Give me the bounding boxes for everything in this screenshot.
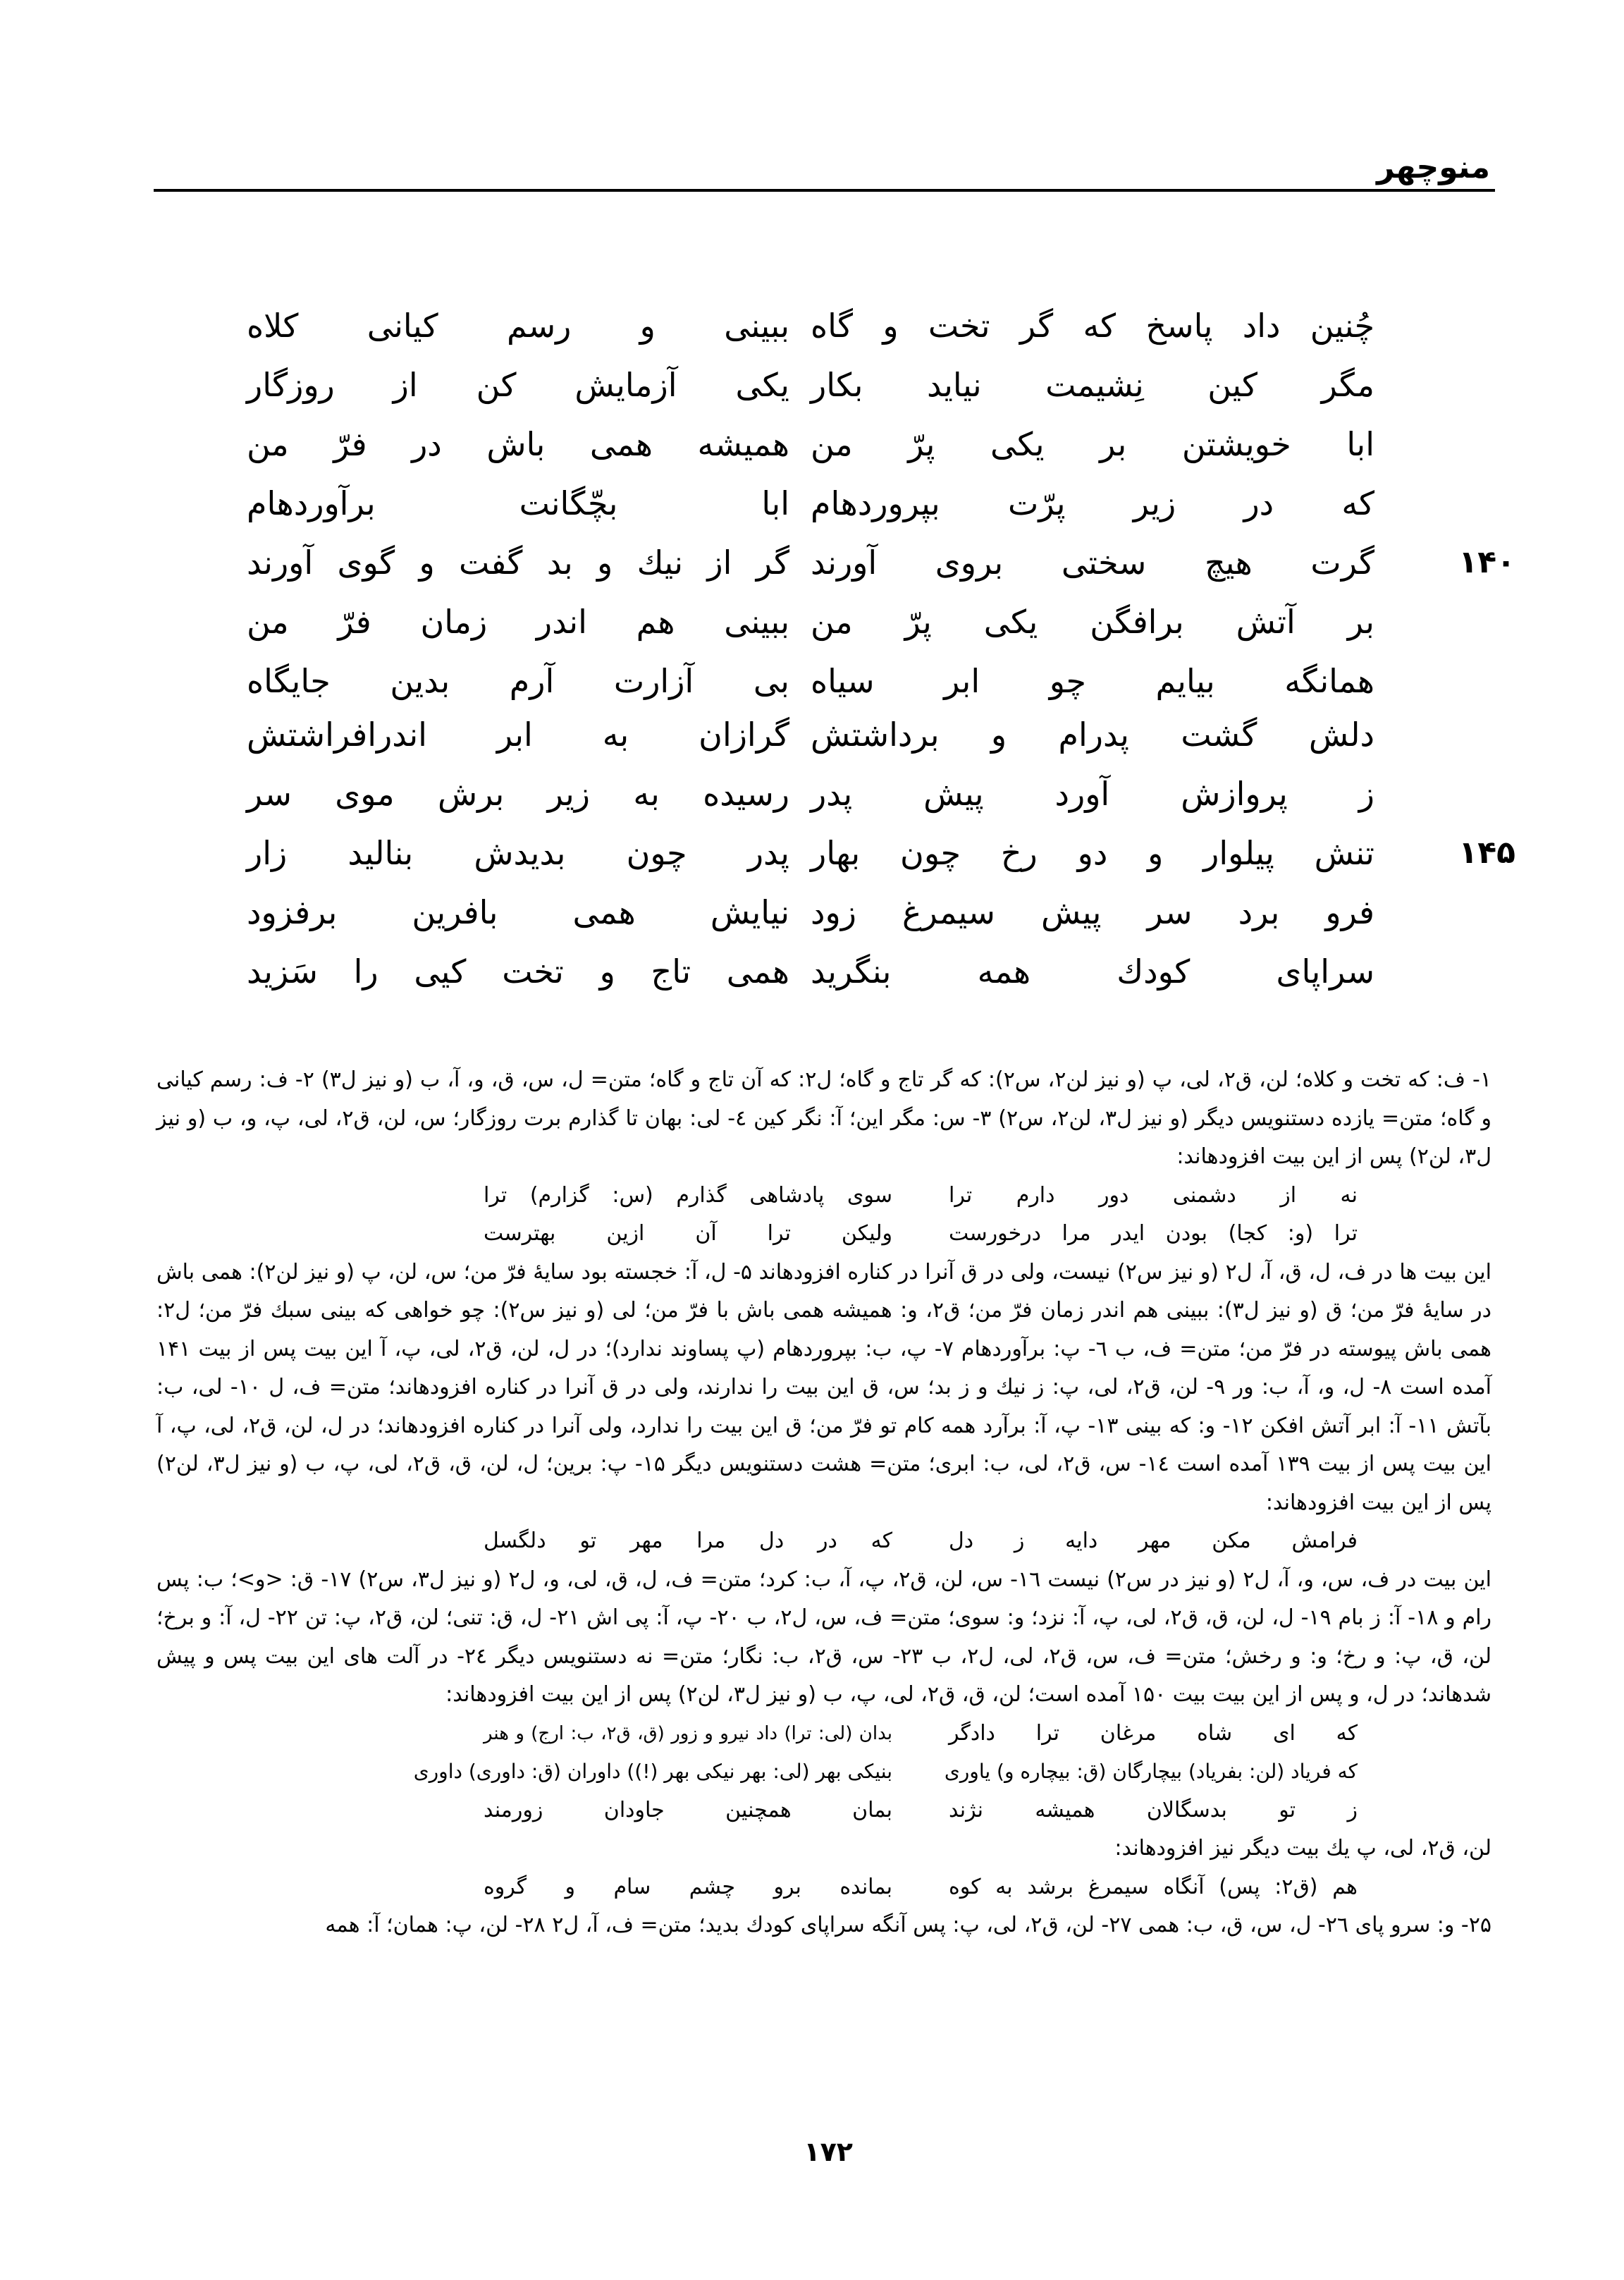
- verse-block-1: [247, 296, 1515, 711]
- variant-hemistich: نه از دشمنی دور دارم ترا: [949, 1182, 1358, 1208]
- hemistich-right: دلش گشت پدرام و برداشتش: [811, 716, 1374, 754]
- footnote-paragraph: ۱- ف: که تخت و کلاه؛ لن، ق۲، لی، پ (و نیز لن۲، س۲): که گر تاج و گاه؛ ل۲: که آن تاج و گاه؛ متن= ل، س، ق، و، آ، ب (و نیز ل۳) ۲- ف: رسم کیانی و گاه؛ متن= یازده دستنویس دیگر (و نیز ل۳، لن۲، س۲) ۳- س: مگر این؛ آ: نگر کین ٤- لی: بهان تا گذارم برت روزگار؛ س، لن، ق۲، لی، پ، و، ب (و نیز ل۳، لن۲) پس از این بیت افزودهاند:: [156, 1067, 1491, 1169]
- verse-row: [247, 651, 1515, 711]
- hemistich-right: فرو برد سر پیش سیمرغ زود: [811, 893, 1374, 931]
- hemistich-left: گر از نیك و بد گفت و گوی آورند: [247, 544, 789, 582]
- hemistich-right: گرت هیچ سختی بروی آورند: [811, 544, 1374, 582]
- footnote-paragraph: لن، ق۲، لی، پ یك بیت دیگر نیز افزودهاند:: [1114, 1836, 1491, 1861]
- variant-couplet: [156, 1753, 1491, 1791]
- running-head: منوچهر: [1377, 149, 1490, 185]
- footnote-paragraph: این بیت در ف، س، و، آ، ل۲ (و نیز در س۲) نیست ١٦- س، لن، ق۲، پ، آ، ب: کرد؛ متن= ف، ل، ق، لی، و، ل۲ (و نیز ل۳، س۲) ۱۷- ق: <و>؛ ب: پس رام و ۱۸- آ: ز بام ۱۹- ل، لن، ق، ق۲، لی، پ، آ: نزد؛ و: سوی؛ متن= ف، س، ل۲، ب ۲۰- پ، آ: پی اش ۲۱- ل، ق: تنی؛ لن، ق۲، پ: تن ۲۲- ل، آ: و برخ؛ لن، ق، پ: و رخ؛ و: و رخش؛ متن= ف، س، ق۲، لی، ل۲، ب ۲۳- س، ق۲، ب: نگار؛ متن= نه دستنویس دیگر ۲٤- در آلت های این بیت پس و پیش شدهاند؛ در ل، و پس از این بیت بیت ۱۵۰ آمده است؛ لن، ق، ق۲، لی، پ، ب (و نیز ل۳، لن۲) پس از این بیت افزودهاند:: [156, 1567, 1492, 1707]
- verse-number: ۱۴۰: [1458, 544, 1515, 580]
- hemistich-left: گرازان به ابر اندرافراشتش: [247, 716, 789, 754]
- hemistich-left: همیشه همی باش در فرّ من: [247, 425, 789, 463]
- variant-hemistich: بمان همچنین جاودان زورمند: [484, 1797, 892, 1822]
- variant-hemistich: که فریاد (لن: بفریاد) بیچارگان (ق: بیچاره و) یاوری: [944, 1760, 1358, 1783]
- variant-couplet: [156, 1215, 1491, 1254]
- variant-hemistich: هم (ق۲: پس) آنگاه سیمرغ برشد به کوه: [949, 1874, 1358, 1899]
- variant-hemistich: بدان (لی: ترا) داد نیرو و زور (ق، ق۲، ب: ارج) و هنر: [484, 1722, 892, 1744]
- hemistich-right: مگر کین نِشیمت نیاید بکار: [811, 366, 1374, 404]
- hemistich-right: سراپای کودك همه بنگرید: [811, 952, 1374, 991]
- hemistich-left: ببینی هم اندر زمان فرّ من: [247, 603, 789, 641]
- variant-hemistich: بمانده برو چشم سام و گروه: [484, 1874, 892, 1899]
- verse-row: [247, 355, 1515, 415]
- variant-hemistich: ولیکن ترا آن ازین بهترست: [484, 1221, 892, 1246]
- verse-block-2: [247, 705, 1515, 1001]
- variant-hemistich: ترا (و: کجا) بودن ایدر مرا درخورست: [949, 1221, 1358, 1246]
- variant-couplet: [156, 1791, 1491, 1830]
- hemistich-right: تنش پیلوار و دو رخ چون بهار: [811, 834, 1374, 872]
- variant-couplet: [156, 1177, 1491, 1215]
- hemistich-left: پدر چون بدیدش بنالید زار: [247, 834, 789, 872]
- hemistich-right: ز پروازش آورد پیش پدر: [811, 775, 1374, 813]
- hemistich-left: نیایش همی بافرین برفزود: [247, 893, 789, 931]
- page-number: ۱۷۲: [804, 2136, 853, 2167]
- verse-row: [247, 533, 1515, 592]
- hemistich-right: همانگه بیایم چو ابر سیاه: [811, 662, 1374, 700]
- hemistich-right: بر آتش برافگن یکی پرّ من: [811, 603, 1374, 641]
- verse-row: [247, 883, 1515, 942]
- hemistich-left: ببینی و رسم کیانی کلاه: [247, 307, 789, 345]
- verse-number: ۱۴۵: [1458, 835, 1515, 871]
- hemistich-left: یکی آزمایش کن از روزگار: [247, 366, 789, 404]
- variant-hemistich: فرامش مکن مهر دایه ز دل: [949, 1528, 1358, 1553]
- hemistich-right: ابا خویشتن بر یکی پرّ من: [811, 425, 1374, 463]
- footnote-paragraph: این بیت ها در ف، ل، ق، آ، ل۲ (و نیز س۲) نیست، ولی در ق آنرا در کناره افزودهاند ۵- ل، آ: خجسته بود سایهٔ فرّ من؛ س، لن، پ (و نیز لن۲): همی باش در سایهٔ فرّ من؛ ق (و نیز ل۳): ببینی هم اندر زمان فرّ من؛ ق۲، و: همیشه همی باش با فرّ من؛ لی (و نیز س۲): چو خواهی که بینی سبك فرّ من؛ ل۲: همی باش پیوسته در فرّ من؛ متن= ف، ب ٦- پ: برآوردهام ۷- پ، ب: بپروردهام (پ پساوند ندارد)؛ در ل، لن، ق۲، لی، پ، آ این بیت پس از بیت ۱۴۱ آمده است ۸- ل، و، آ، ب: ور ۹- لن، ق۲، لی، پ: ز نیك و ز بد؛ س، ق این بیت را ندارند، ولی در ق آنرا در کناره افزودهاند؛ متن= ف، ل ۱۰- لی، ب: بآتش ۱۱- آ: ابر آتش افکن ۱۲- و: که بینی ۱۳- پ، آ: برآرد همه کام تو فرّ من؛ ق این بیت را ندارد، ولی آنرا در کناره افزودهاند؛ در ل، لن، ق۲، لی، پ، آ این بیت پس از بیت ۱۳۹ آمده است ۱٤- س، ق۲، لی، ب: ابری؛ متن= هشت دستنویس دیگر ۱۵- پ: برین؛ ل، لن، ق، ق۲، لی، پ، ب (و نیز ل۳، لن۲) پس از این بیت افزودهاند:: [156, 1259, 1492, 1515]
- verse-row: [247, 474, 1515, 533]
- critical-apparatus: [156, 1061, 1491, 1945]
- hemistich-left: همی تاج و تخت کیی را سَزید: [247, 952, 789, 991]
- variant-hemistich: سوی پادشاهی گذارم (س: گزارم) ترا: [484, 1182, 892, 1208]
- hemistich-left: بی آزارت آرم بدین جایگاه: [247, 662, 789, 700]
- variant-couplet: [156, 1715, 1491, 1753]
- verse-row: [247, 942, 1515, 1001]
- hemistich-left: ابا بچّگانت برآوردهام: [247, 484, 789, 522]
- hemistich-right: که در زیر پرّت بپروردهام: [811, 484, 1374, 522]
- verse-row: [247, 764, 1515, 823]
- verse-row: [247, 415, 1515, 474]
- variant-hemistich: که ای شاه مرغان ترا دادگر: [949, 1720, 1358, 1746]
- variant-hemistich: بنیکی بهر (لی: بهر نیکی بهر (!)) داوران (ق: داوری) داوری: [413, 1760, 892, 1783]
- verse-row: [247, 296, 1515, 355]
- variant-hemistich: که در دل مرا مهر تو دلگسل: [484, 1528, 892, 1553]
- footnote-paragraph: ۲۵- و: سرو پای ٢٦- ل، س، ق، ب: همی ۲۷- لن، ق۲، لی، پ: پس آنگه سراپای کودك بدید؛ متن= ف، آ، ل۲ ۲۸- لن، پ: همان؛ آ: همه: [325, 1913, 1491, 1937]
- variant-couplet: [156, 1868, 1491, 1907]
- hemistich-right: چُنین داد پاسخ که گر تخت و گاه: [811, 307, 1374, 345]
- hemistich-left: رسیده به زیر برش موی سر: [247, 775, 789, 813]
- verse-row: [247, 823, 1515, 883]
- verse-row: [247, 592, 1515, 651]
- verse-row: [247, 705, 1515, 764]
- header-rule: [154, 189, 1495, 192]
- variant-hemistich: ز تو بدسگالان همیشه نژند: [949, 1797, 1358, 1822]
- variant-couplet: [156, 1522, 1491, 1561]
